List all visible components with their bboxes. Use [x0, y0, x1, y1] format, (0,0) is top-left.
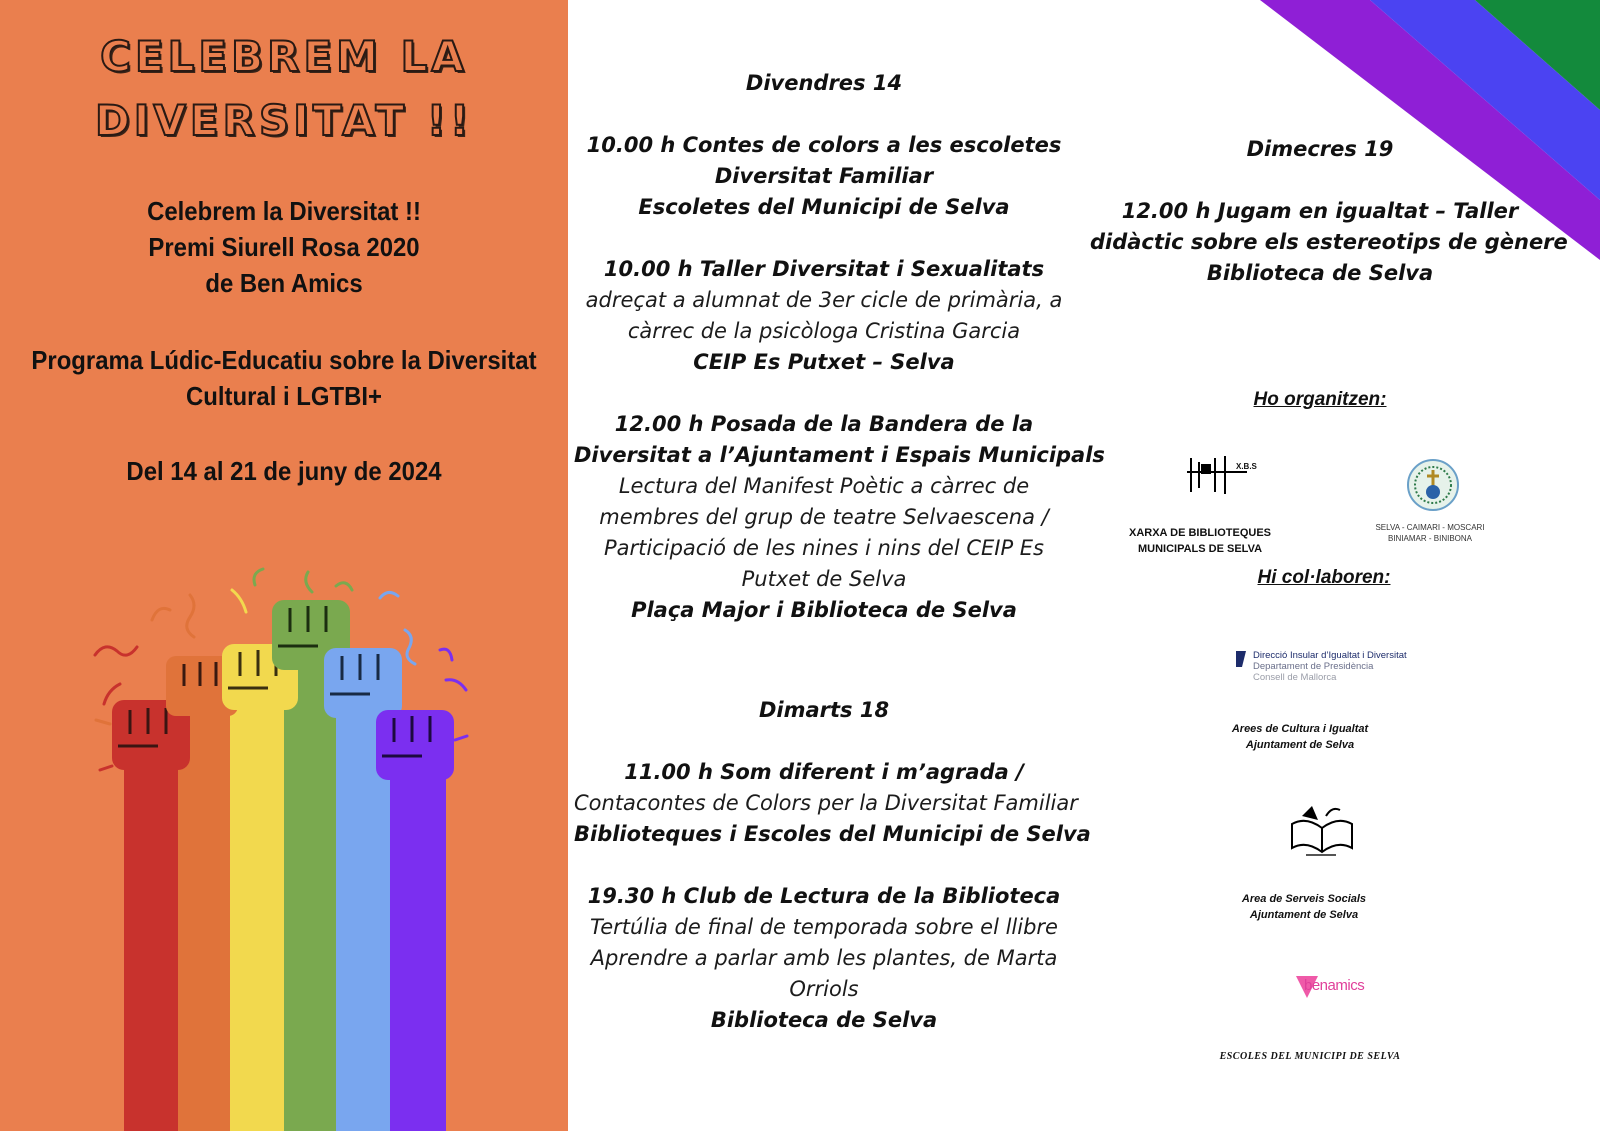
event-detail: càrrec de la psicòloga Cristina Garcia — [627, 319, 1021, 343]
event-location: Plaça Major i Biblioteca de Selva — [631, 598, 1017, 622]
selva-town-seal — [1406, 458, 1460, 512]
event-title-continued: didàctic sobre els estereotips de gènere — [1090, 230, 1568, 254]
event-location: Escoletes del Municipi de Selva — [638, 195, 1010, 219]
schedule-middle-column — [574, 0, 1105, 1131]
consell-line-1: Direcció Insular d’Igualtat i Diversitat — [1253, 650, 1407, 661]
library-network-name-2: MUNICIPALS DE SELVA — [1137, 543, 1263, 555]
event-title: 10.00 h Taller Diversitat i Sexualitats — [603, 257, 1045, 281]
event-title: 12.00 h Posada de la Bandera de la — [614, 412, 1034, 436]
event-detail: Putxet de Selva — [741, 567, 907, 591]
main-title-line-2: DIVERSITAT !! — [94, 96, 474, 145]
event-title: 19.30 h Club de Lectura de la Biblioteca — [587, 884, 1061, 908]
event-location: Biblioteca de Selva — [710, 1008, 938, 1032]
social-services-line-1: Area de Serveis Socials — [1241, 893, 1367, 905]
library-logo-text: X.B.S — [1236, 462, 1257, 471]
event-title: 10.00 h Contes de colors a les escoletes — [586, 133, 1062, 157]
event-detail: Lectura del Manifest Poètic a càrrec de — [618, 474, 1030, 498]
library-network-name-1: XARXA DE BIBLIOTEQUES — [1129, 527, 1271, 539]
consell-line-3: Consell de Mallorca — [1253, 672, 1337, 683]
town-caption-2: BINIAMAR - BINIBONA — [1387, 534, 1472, 543]
schools-logo-text: ESCOLES DEL MUNICIPI DE SELVA — [1219, 1051, 1401, 1062]
purple-fist — [376, 710, 454, 780]
left-panel — [0, 0, 568, 1131]
event-detail: Tertúlia de final de temporada sobre el llibre — [590, 915, 1058, 939]
subtitle-line-1: Celebrem la Diversitat !! — [147, 196, 421, 226]
event-title-continued: Diversitat a l’Ajuntament i Espais Municipals — [574, 443, 1105, 467]
event-detail-bold: Diversitat Familiar — [714, 164, 934, 188]
event-location: CEIP Es Putxet – Selva — [693, 350, 955, 374]
event-detail: Aprendre a parlar amb les plantes, de Marta — [590, 946, 1058, 970]
purple-arm — [390, 750, 446, 1131]
program-line-2: Cultural i LGTBI+ — [185, 381, 383, 411]
subtitle-line-2: Premi Siurell Rosa 2020 — [148, 232, 420, 262]
event-detail: Orriols — [789, 977, 859, 1001]
event-detail: Contacontes de Colors per la Diversitat Familiar — [574, 791, 1078, 815]
event-title: 11.00 h Som diferent i m’agrada / — [624, 760, 1024, 784]
wednesday-heading: Dimecres 19 — [1246, 137, 1394, 161]
raised-fists-illustration — [0, 560, 568, 1131]
culture-area-line-2: Ajuntament de Selva — [1245, 739, 1355, 751]
schedule-right-column — [1090, 0, 1568, 1131]
event-title: 12.00 h Jugam en igualtat – Taller — [1121, 199, 1519, 223]
red-arm — [124, 750, 182, 1131]
social-services-line-2: Ajuntament de Selva — [1249, 909, 1359, 921]
program-line-1: Programa Lúdic-Educatiu sobre la Diversitat — [31, 345, 537, 375]
consell-logo-text — [1253, 650, 1407, 683]
event-detail: Participació de les nines i nins del CEIP Es — [603, 536, 1044, 560]
blue-fist — [324, 648, 402, 718]
consell-mark-icon — [1236, 651, 1246, 667]
tuesday-heading: Dimarts 18 — [758, 698, 890, 722]
event-location: Biblioteca de Selva — [1206, 261, 1434, 285]
main-title-line-1: CELEBREM LA — [100, 32, 468, 81]
collaborators-heading: Hi col·laboren: — [1257, 567, 1391, 588]
organizers-heading: Ho organitzen: — [1253, 389, 1387, 410]
culture-area-line-1: Arees de Cultura i Igualtat — [1231, 723, 1369, 735]
event-detail: adreçat a alumnat de 3er cicle de primària, a — [585, 288, 1063, 312]
event-dates: Del 14 al 21 de juny de 2024 — [126, 456, 442, 486]
town-caption-1: SELVA - CAIMARI - MOSCARI — [1375, 523, 1485, 532]
open-book-logo — [1288, 802, 1356, 858]
library-network-logo — [1185, 452, 1255, 494]
yellow-arm — [230, 668, 288, 1131]
subtitle-line-3: de Ben Amics — [205, 268, 363, 298]
event-detail: membres del grup de teatre Selvaescena / — [599, 505, 1049, 529]
event-location: Biblioteques i Escoles del Municipi de Selva — [574, 822, 1091, 846]
friday-heading: Divendres 14 — [745, 71, 903, 95]
consell-line-2: Departament de Presidència — [1253, 661, 1374, 672]
benamics-logo: benamics — [1304, 977, 1365, 994]
